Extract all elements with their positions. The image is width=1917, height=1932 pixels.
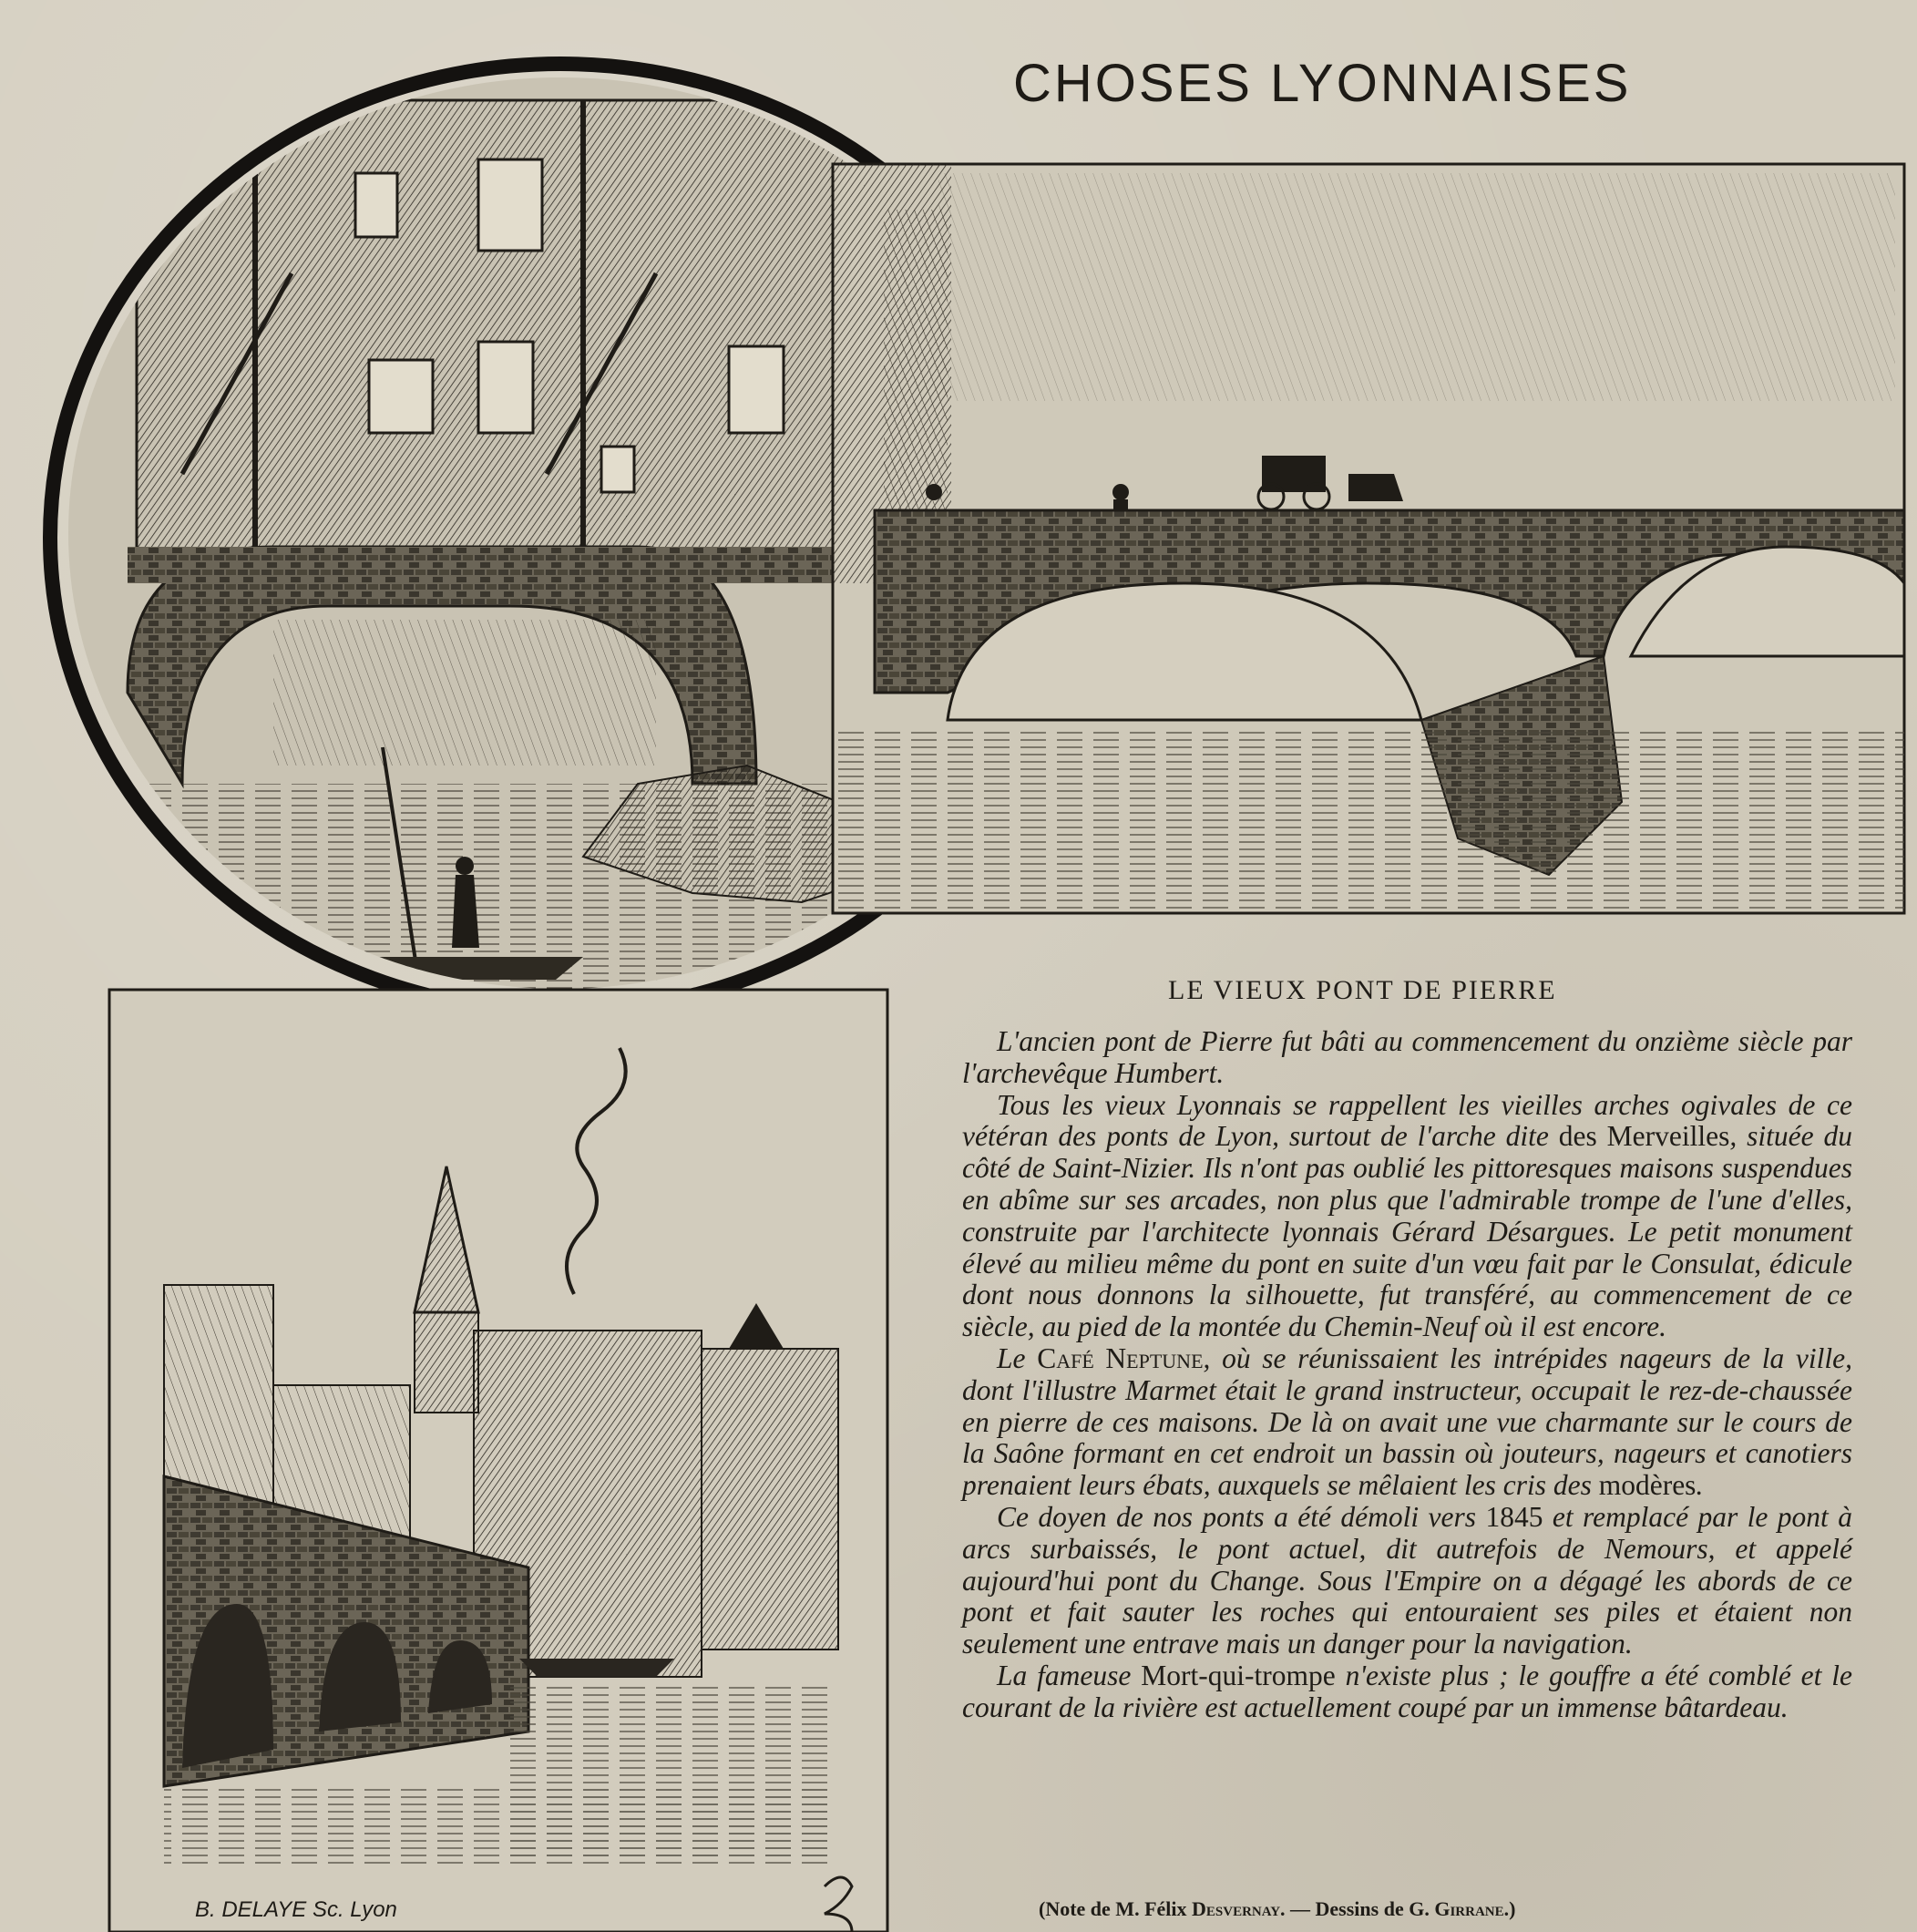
article-heading: LE VIEUX PONT DE PIERRE [1168,975,1557,1005]
bridge-plate [833,164,1904,913]
article-paragraph: La fameuse Mort-qui-trompe n'existe plus ; le gouffre a été comblé et le courant de la rivière est actuellement coupé par un immense bâtardeau. [962,1659,1852,1723]
article-body [962,1026,1852,1724]
engraver-signature: B. DELAYE Sc. Lyon [195,1897,397,1922]
credit-note: (Note de M. Félix Desvernay. — Dessins de G. Girrane.) [1039,1897,1516,1920]
page-title: CHOSES LYONNAISES [1013,54,1632,113]
article-paragraph: Tous les vieux Lyonnais se rappellent les vieilles arches ogivales de ce vétéran des ponts de Lyon, surtout de l'arche dite des Merveilles, située du côté de Saint-Nizier. Ils n'ont pas oublié les pittoresques maisons suspendues en abîme sur ses arcades, non plus que l'admirable trompe de l'une d'elles, construite par l'architecte lyonnais Gérard Désargues. Le petit monument élevé au milieu même du pont en suite d'un vœu fait par le Consulat, édicule dont nous donnons la silhouette, fut transféré, au commencement de ce siècle, au pied de la montée du Chemin-Neuf où il est encore. [962,1088,1852,1343]
article-paragraph: Le Café Neptune, où se réunissaient les intrépides nageurs de la ville, dont l'illustre Marmet était le grand instructeur, occupait le rez-de-chaussée en pierre de ces maisons. De là on avait une vue charmante sur le cours de la Saône formant en cet endroit un bassin où jouteurs, nageurs et canotiers prenaient leurs ébats, auxquels se mêlaient les cris des modères. [962,1341,1852,1502]
article-paragraph: L'ancien pont de Pierre fut bâti au commencement du onzième siècle par l'archevêque Humbert. [962,1025,1852,1089]
inset-plate [109,990,887,1932]
article-paragraph: Ce doyen de nos ponts a été démoli vers 1845 et remplacé par le pont à arcs surbaissés, le pont actuel, dit autrefois de Nemours, et appelé aujourd'hui pont du Change. Sous l'Empire on a dégagé les abords de ce pont et fait sauter les roches qui entouraient ses piles et étaient non seulement une entrave mais un danger pour la navigation. [962,1500,1852,1660]
